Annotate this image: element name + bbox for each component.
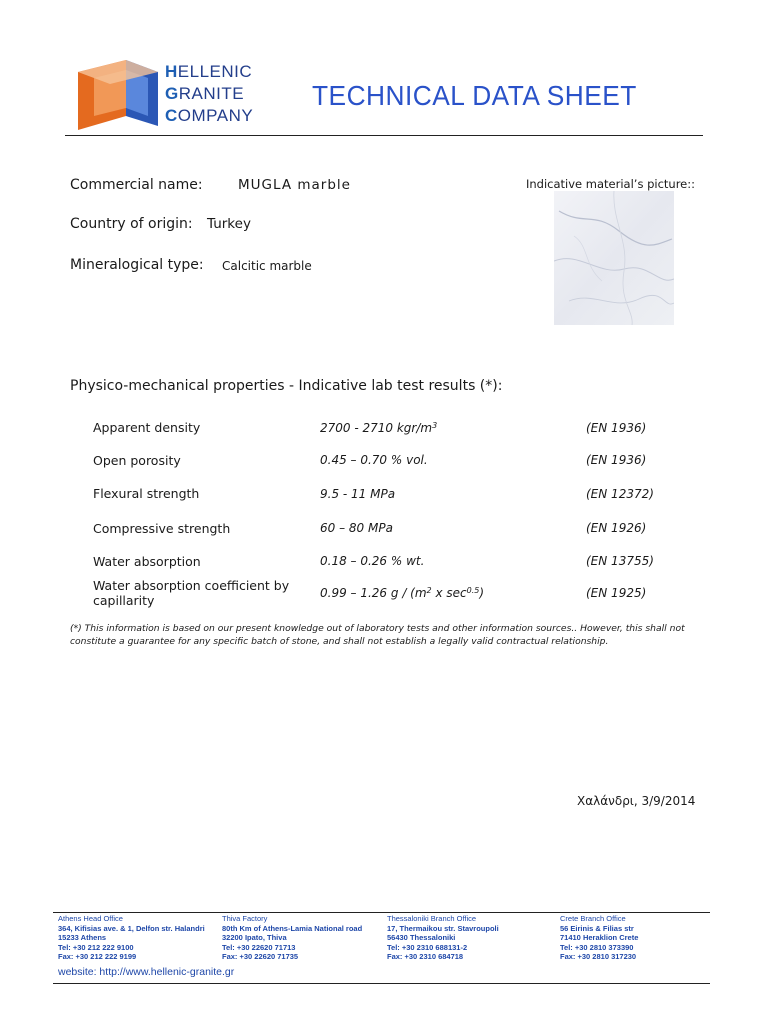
- property-standard: (EN 12372): [586, 487, 654, 501]
- footer-divider-top: [53, 912, 710, 913]
- office-thessaloniki: Thessaloniki Branch Office 17, Thermaikou str. Stavroupoli 56430 Thessaloniki Tel: +30 2310 688131-2 Fax: +30 2310 684718: [387, 914, 499, 962]
- property-standard: (EN 13755): [586, 554, 654, 568]
- logo-text-line-1: HELLENIC: [165, 62, 253, 81]
- company-logo-icon: [70, 56, 164, 138]
- property-value: 60 – 80 MPa: [320, 521, 393, 535]
- property-name: Water absorption coefficient by capillarity: [93, 578, 290, 608]
- property-value: 0.45 – 0.70 % vol.: [320, 453, 428, 467]
- place-and-date: Χαλάνδρι, 3/9/2014: [577, 794, 696, 808]
- property-standard: (EN 1936): [586, 453, 647, 467]
- property-value: 0.99 – 1.26 g / ($m^2$ x $\sec^{0.5}$): [320, 586, 485, 600]
- property-value: 9.5 - 11 MPa: [320, 487, 396, 501]
- document-title: TECHNICAL DATA SHEET: [312, 80, 637, 111]
- website-link[interactable]: website: http://www.hellenic-granite.gr: [58, 966, 235, 978]
- footer-divider-bottom: [53, 983, 710, 984]
- property-standard: (EN 1936): [586, 421, 647, 435]
- commercial-name-label: Commercial name:: [70, 177, 203, 193]
- property-name: Flexural strength: [93, 486, 200, 501]
- property-name: Apparent density: [93, 420, 201, 435]
- header-divider: [65, 135, 703, 136]
- office-crete: Crete Branch Office 56 Eirinis & Filias str 71410 Heraklion Crete Tel: +30 2810 373390 Fax: +30 2810 317230: [560, 914, 639, 962]
- properties-heading: Physico-mechanical properties - Indicative lab test results (*):: [70, 378, 503, 394]
- property-value: 2700 - 2710 kgr/$m^3$: [320, 421, 438, 435]
- office-thiva-factory: Thiva Factory 80th Km of Athens-Lamia National road 32200 Ipato, Thiva Tel: +30 22620 71713 Fax: +30 22620 71735: [222, 914, 363, 962]
- country-value: Turkey: [207, 216, 251, 232]
- property-name: Water absorption: [93, 554, 201, 569]
- office-athens: Athens Head Office 364, Kifisias ave. & 1, Delfon str. Halandri 15233 Athens Tel: +30 212 222 9100 Fax: +30 212 222 9199: [58, 914, 205, 962]
- country-label: Country of origin:: [70, 216, 193, 232]
- property-standard: (EN 1926): [586, 521, 647, 535]
- property-name: Compressive strength: [93, 521, 231, 536]
- picture-caption: Indicative material’s picture::: [526, 177, 696, 191]
- logo-text-line-3: COMPANY: [165, 106, 254, 125]
- commercial-name-value: MUGLA marble: [238, 177, 351, 193]
- mineral-type-label: Mineralogical type:: [70, 257, 204, 273]
- logo-text-line-2: GRANITE: [165, 84, 245, 103]
- property-standard: (EN 1925): [586, 586, 647, 600]
- disclaimer-footnote: (*) This information is based on our present knowledge out of laboratory tests and other information sources.. However, this shall not constitute a guarantee for any specific batch of stone, and shall not establish a legally valid contractual relationship.: [70, 623, 685, 647]
- mineral-type-value: Calcitic marble: [222, 259, 312, 273]
- property-value: 0.18 – 0.26 % wt.: [320, 554, 425, 568]
- marble-sample-image: [554, 191, 674, 325]
- property-name: Open porosity: [93, 453, 181, 468]
